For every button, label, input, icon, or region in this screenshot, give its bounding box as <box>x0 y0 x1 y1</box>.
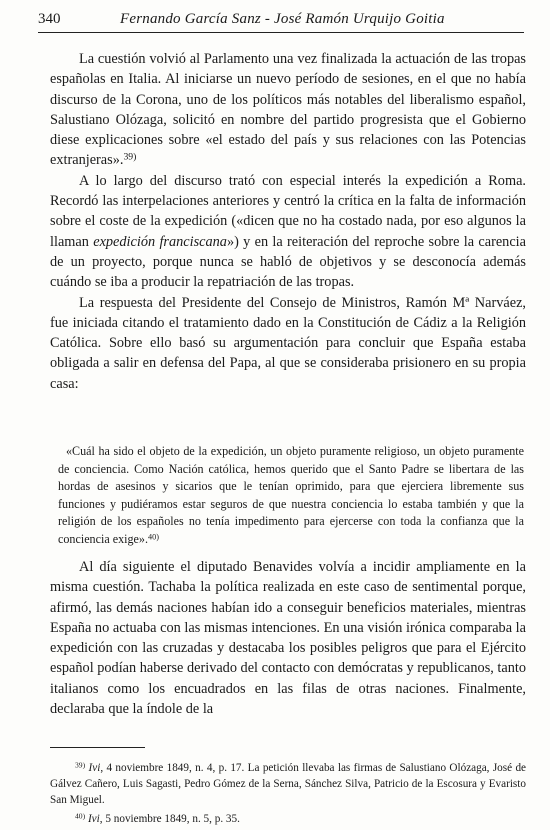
footnote-39 <box>50 760 526 808</box>
footnote-ref-39: 39) <box>123 152 137 164</box>
footnote-40 <box>50 811 526 827</box>
paragraph-rome-expedition <box>50 171 526 293</box>
running-head-authors: Fernando García Sanz - José Ramón Urquijo Goitia <box>120 11 445 27</box>
block-quote <box>58 443 524 548</box>
paragraph-benavides <box>50 557 526 719</box>
emphasis-expedicion-franciscana: expedición franciscana <box>93 233 227 250</box>
paragraph-parliament <box>50 49 526 171</box>
paragraph-text: A lo largo del discurso trató con especial interés la expedición a Roma. Recordó las interpelaciones anteriores y centró la crítica en la falta de información sobre el coste de la expedición («dicen que no ha costado nada, por eso algunos la llaman <box>50 172 526 250</box>
paragraph-text: ») y en la reiteración del reproche sobre la carencia de un proyecto, porque nunca se habló de objetivos y se desconocía además cuándo se iba a producir la repatriación de las tropas. <box>50 233 526 291</box>
main-text-upper <box>50 49 526 394</box>
footnote-ref-ivi: Ivi <box>88 762 101 774</box>
quote-paragraph <box>58 443 524 548</box>
footnotes <box>50 760 526 827</box>
quote-text: «Cuál ha sido el objeto de la expedición, un objeto puramente religioso, un objeto puramente de conciencia. Como Nación católica, hemos querido que el Santo Padre se libertara de las hordas de asesinos y sicarios que le tenían oprimido, para que ejerciera libremente sus funciones y pudiéramos estar seguros de que nuestra conciencia lo estaba también y que la religión de los españoles no tenía impedimento para ejercerse con toda la confianza que la conciencia exige». <box>58 444 524 546</box>
paragraph-text: La respuesta del Presidente del Consejo de Ministros, Ramón Mª Narváez, fue iniciada citando el tratamiento dado en la Constitución de Cádiz a la Religión Católica. Sobre ello basó su argumentación para concluir que España estaba obligada a salir en defensa del Papa, al que se consideraba prisionero en su propia casa: <box>50 294 526 392</box>
footnote-marker: 39) <box>75 760 86 770</box>
footnote-text: , 5 noviembre 1849, n. 5, p. 35. <box>99 813 240 825</box>
running-header <box>38 10 524 33</box>
page-number: 340 <box>38 11 61 27</box>
paragraph-text: La cuestión volvió al Parlamento una vez finalizada la actuación de las tropas españolas en Italia. Al iniciarse un nuevo período de sesiones, en el que no había discurso de la Corona, uno de los políticos más notables del liberalismo español, Salustiano Olózaga, solicitó en nombre del partido progresista que el Gobierno diese explicaciones sobre «el estado del país y sus relaciones con las Potencias extranjeras». <box>50 51 526 169</box>
footnote-separator <box>50 747 145 748</box>
main-text-lower <box>50 557 526 719</box>
footnote-ref-ivi: Ivi <box>87 813 100 825</box>
footnote-marker: 40) <box>75 811 86 821</box>
paragraph-narvaez-response <box>50 293 526 394</box>
paragraph-text: Al día siguiente el diputado Benavides volvía a incidir ampliamente en la misma cuestión. Tachaba la política realizada en este caso de sentimental porque, afirmó, las demás naciones habían ido a conseguir beneficios materiales, mientras España no actuaba con las mismas intenciones. En una visión irónica comparaba la expedición con las cruzadas y destacaba los posibles peligros que para el Ejército español podían haberse derivado del contacto con demócratas y republicanos, tanto italianos como los encuadrados en las filas de otras naciones. Finalmente, declaraba que la índole de la <box>50 559 526 718</box>
footnote-ref-40: 40) <box>147 531 159 541</box>
footnote-text: , 4 noviembre 1849, n. 4, p. 17. La petición llevaba las firmas de Salustiano Olózaga, José de Gálvez Cañero, Luis Sagasti, Pedro Gómez de la Serna, Sánchez Silva, Patricio de la Escosura y Evaristo San Miguel. <box>50 762 527 806</box>
